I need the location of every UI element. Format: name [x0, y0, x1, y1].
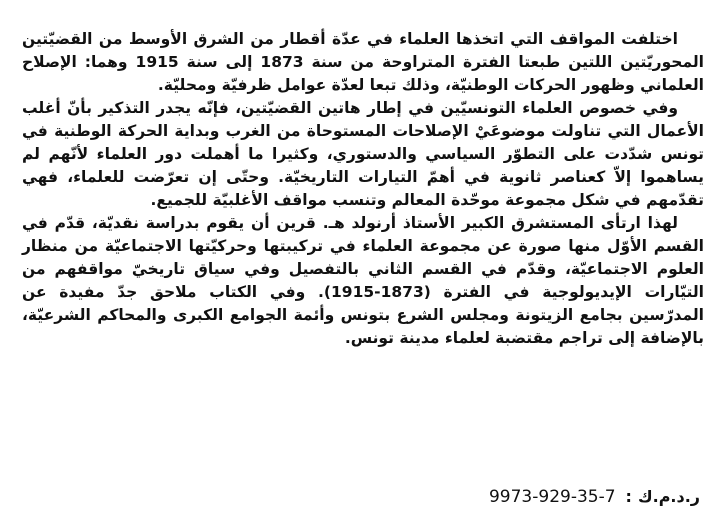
paragraph-tunisian-ulama: وفي خصوص العلماء التونسيّين في إطار هاتين القضيّتين، فإنّه يجدر التذكير بأنّ أغلب الأعمال التي تناولت موضوعَيْ الإصلاحات المستوحاة من الغرب وبداية الحركة الوطنية في تونس شدّدت على التطوّر السياسي والدستوري، وكثيرا ما أهملت دور العلماء لأنّهم لم يساهموا إلاّ كعناصر ثانوية في أهمّ التيارات التاريخيّة. وحتّى إن تعرّضت للعلماء، فهي تقدّمهم في شكل مجموعة موحّدة المعالم وتنسب مواقف الأغلبيّة للجميع.: [22, 99, 704, 209]
isbn-label: ر.د.م.ك: [637, 487, 700, 506]
isbn-number: 9973-929-35-7: [488, 487, 616, 507]
book-description: [22, 28, 704, 350]
isbn-line: [489, 487, 700, 507]
paragraph-intro: اختلفت المواقف التي اتخذها العلماء في عدّة أقطار من الشرق الأوسط من القضيّتين المحوريّتين اللتين طبعتا الفترة المتراوحة من سنة 1873 إلى سنة 1915 وهما: الإصلاح العلماني وظهور الحركات الوطنيّة، وذلك تبعا لعدّة عوامل ظرفيّة ومحليّة.: [22, 30, 704, 94]
isbn-separator: :: [625, 487, 632, 506]
paragraph-study-overview: لهذا ارتأى المستشرق الكبير الأستاذ أرنولد هـ. قرين أن يقوم بدراسة نقديّة، قدّم في القسم الأوّل منها صورة عن مجموعة العلماء في تركيبتها وحركيّتها الاجتماعيّة من منظار العلوم الاجتماعيّة، وقدّم في القسم الثاني بالتفصيل وفي سياق تاريخيّ مواقفهم من التيّارات الإيديولوجية في الفترة (1873-1915). وفي الكتاب ملاحق جدّ مفيدة عن المدرّسين بجامع الزيتونة ومجلس الشرع بتونس وأئمة الجوامع الكبرى والمحاكم الشرعيّة، بالإضافة إلى تراجم مقتضبة لعلماء مدينة تونس.: [22, 214, 704, 347]
